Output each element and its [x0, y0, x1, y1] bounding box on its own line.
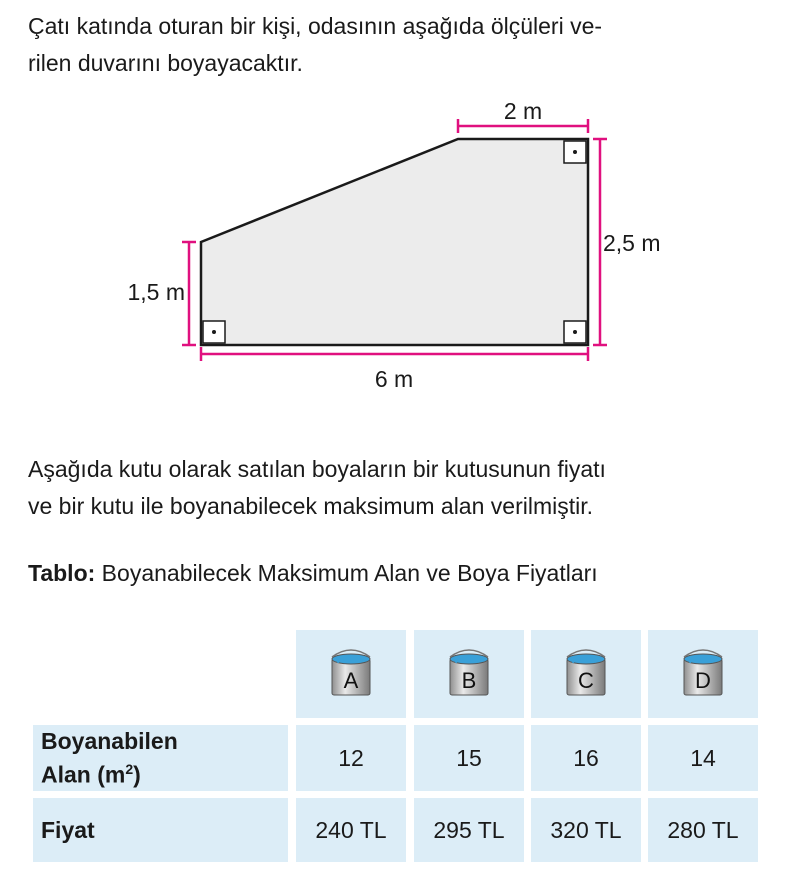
top-width-label: 2 m [503, 98, 543, 124]
can-cell-c [531, 630, 641, 718]
problem-intro [28, 8, 768, 82]
area-value-c: 16 [531, 725, 641, 791]
price-row-header: Fiyat [33, 798, 288, 862]
can-letter-b: B [461, 668, 477, 693]
area-row-header [33, 725, 288, 791]
wall-shape [201, 139, 588, 345]
paint-can-icon [680, 649, 726, 699]
paint-can-icon [446, 649, 492, 699]
right-angle-marker-bottom-right [564, 321, 586, 343]
can-cell-b [414, 630, 524, 718]
price-value-a: 240 TL [296, 798, 406, 862]
area-value-d: 14 [648, 725, 758, 791]
can-cell-a [296, 630, 406, 718]
can-cell-d [648, 630, 758, 718]
right-height-label: 2,5 m [603, 230, 661, 256]
right-angle-marker-top-right [564, 141, 586, 163]
wall-figure [0, 90, 785, 400]
area-label-line-2: Alan (m [41, 761, 126, 788]
area-label-close: ) [133, 761, 141, 788]
price-value-b: 295 TL [414, 798, 524, 862]
price-value-c: 320 TL [531, 798, 641, 862]
right-angle-marker-bottom-left [203, 321, 225, 343]
table-intro-line-2: ve bir kutu ile boyanabilecek maksimum alan verilmiştir. [28, 493, 593, 519]
area-value-a: 12 [296, 725, 406, 791]
table-intro [28, 451, 768, 525]
bottom-width-label: 6 m [374, 366, 414, 392]
area-label-line-1: Boyanabilen [41, 728, 178, 755]
can-letter-a: A [343, 668, 359, 693]
caption-text: Boyanabilecek Maksimum Alan ve Boya Fiyatları [95, 560, 598, 586]
bottom-dimension-line [201, 347, 588, 361]
paint-can-icon [328, 649, 374, 699]
area-label-sup: 2 [125, 761, 134, 778]
intro-line-2: rilen duvarını boyayacaktır. [28, 50, 303, 76]
can-letter-c: C [578, 668, 594, 693]
price-value-d: 280 TL [648, 798, 758, 862]
paint-can-icon [563, 649, 609, 699]
table-intro-line-1: Aşağıda kutu olarak satılan boyaların bir kutusunun fiyatı [28, 456, 606, 482]
intro-line-1: Çatı katında oturan bir kişi, odasının aşağıda ölçüleri ve- [28, 13, 603, 39]
left-height-label: 1,5 m [127, 279, 185, 305]
can-letter-d: D [695, 668, 711, 693]
table-caption [28, 560, 598, 587]
area-value-b: 15 [414, 725, 524, 791]
caption-label: Tablo: [28, 560, 96, 586]
